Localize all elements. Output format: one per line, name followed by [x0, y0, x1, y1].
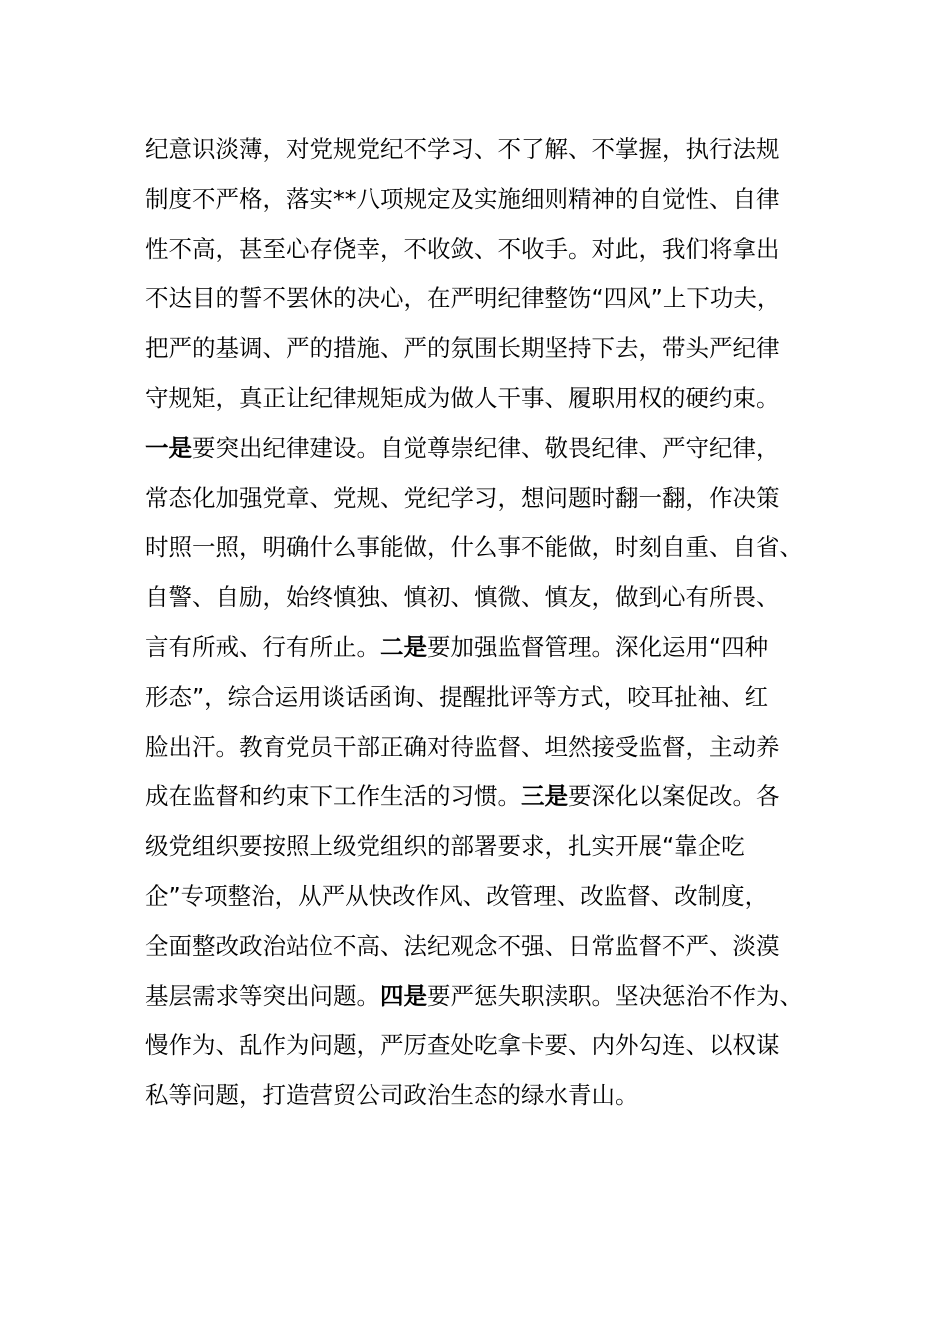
text-run: 常态化加强党章、党规、党纪学习，想问题时翻一翻，作决策 — [145, 483, 780, 512]
text-line — [145, 772, 825, 822]
text-run: 要严惩失职渎职。坚决惩治不作为、 — [427, 981, 803, 1010]
text-line — [145, 374, 825, 424]
text-line — [145, 573, 825, 623]
text-line — [145, 872, 825, 922]
text-line — [145, 723, 825, 773]
text-line — [145, 1071, 825, 1121]
text-line — [145, 623, 825, 673]
point-marker: 三是 — [521, 782, 568, 811]
text-run: 形态”，综合运用谈话函询、提醒批评等方式，咬耳扯袖、红 — [145, 682, 769, 711]
point-marker: 二是 — [380, 632, 427, 661]
text-run: 成在监督和约束下工作生活的习惯。 — [145, 782, 521, 811]
text-run: 言有所戒、行有所止。 — [145, 632, 380, 661]
text-run: 自警、自励，始终慎独、慎初、慎微、慎友，做到心有所畏、 — [145, 583, 780, 612]
text-run: 基层需求等突出问题。 — [145, 981, 380, 1010]
text-run: 私等问题，打造营贸公司政治生态的绿水青山。 — [145, 1081, 639, 1110]
text-run: 全面整改政治站位不高、法纪观念不强、日常监督不严、淡漠 — [145, 931, 780, 960]
text-run: 把严的基调、严的措施、严的氛围长期坚持下去，带头严纪律 — [145, 334, 780, 363]
text-run: 脸出汗。教育党员干部正确对待监督、坦然接受监督，主动养 — [145, 732, 780, 761]
text-line — [145, 523, 825, 573]
text-line — [145, 125, 825, 175]
text-run: 性不高，甚至心存侥幸，不收敛、不收手。对此，我们将拿出 — [145, 234, 780, 263]
text-run: 要突出纪律建设。自觉尊崇纪律、敬畏纪律、严守纪律， — [192, 433, 780, 462]
text-run: 时照一照，明确什么事能做，什么事不能做，时刻自重、自省、 — [145, 533, 803, 562]
text-line — [145, 972, 825, 1022]
text-line — [145, 1021, 825, 1071]
text-run: 要加强监督管理。深化运用“四种 — [427, 632, 769, 661]
text-run: 制度不严格，落实**八项规定及实施细则精神的自觉性、自律 — [145, 184, 780, 213]
text-line — [145, 175, 825, 225]
body-text — [145, 125, 825, 1121]
text-line — [145, 474, 825, 524]
point-marker: 四是 — [380, 981, 427, 1010]
text-run: 级党组织要按照上级党组织的部署要求，扎实开展“靠企吃 — [145, 832, 745, 861]
text-line — [145, 673, 825, 723]
text-run: 守规矩，真正让纪律规矩成为做人干事、履职用权的硬约束。 — [145, 383, 780, 412]
text-line — [145, 922, 825, 972]
text-run: 纪意识淡薄，对党规党纪不学习、不了解、不掌握，执行法规 — [145, 135, 780, 163]
text-run: 慢作为、乱作为问题，严厉查处吃拿卡要、内外勾连、以权谋 — [145, 1031, 780, 1060]
text-run: 企”专项整治，从严从快改作风、改管理、改监督、改制度， — [145, 881, 769, 910]
text-line — [145, 225, 825, 275]
point-marker: 一是 — [145, 433, 192, 462]
text-line — [145, 324, 825, 374]
text-line — [145, 424, 825, 474]
text-line — [145, 822, 825, 872]
text-run: 要深化以案促改。各 — [568, 782, 780, 811]
text-run: 不达目的誓不罢休的决心，在严明纪律整饬“四风”上下功夫， — [145, 284, 781, 313]
text-line — [145, 274, 825, 324]
